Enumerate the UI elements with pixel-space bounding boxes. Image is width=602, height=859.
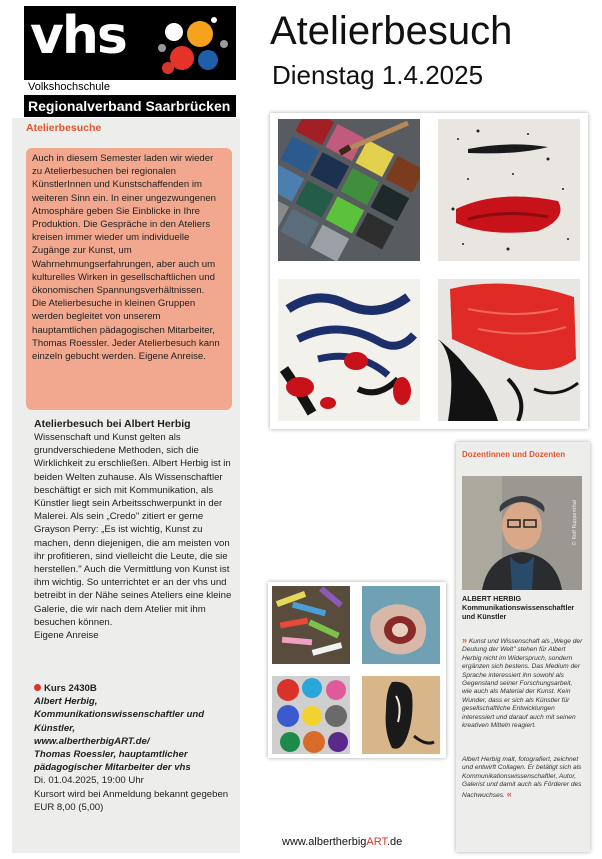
artwork-grid [270, 113, 588, 429]
visit-end: Eigene Anreise [34, 630, 99, 642]
article-column [12, 118, 240, 853]
quote-open-icon: » [462, 635, 468, 645]
vhs-wordmark: vhs [30, 6, 126, 66]
vhs-logo [24, 6, 236, 116]
course-code: Kurs 2430B [34, 682, 246, 695]
intro-box [26, 148, 232, 410]
visit-text: Wissenschaft und Kunst gelten als grundverschiedene Methoden, sich die Wirklichkeit zu erschließen. Albert Herbig ist in beiden Welten zuhause. Als Wissenschaftler beschäftigt er sich mit Kommunikation, als Künstler liegt sein Arbeitsschwerpunkt in der Malerei. Als sein „Credo" zitiert er gerne Grayson Perry: „Es ist wichtig, Kunst zu machen, denn diejenigen, die am meisten von ihr profitieren, sind vielleicht die Leute, die sie herstellen." Auch die Vermittlung von Kunst ist ihm wichtig. So unterrichtet er an der vhs und betreibt in der Nähe seines Ateliers eine kleine Galerie, die wir nach dem Atelier mit ihm besuchen können. [34, 432, 232, 628]
photo-paint-pots [272, 676, 350, 754]
lecturer-role: Kommunikationswissenschaftler und Künstler [462, 603, 575, 621]
quote-close-icon: « [506, 788, 512, 799]
course-location: Kursort wird bei Anmeldung bekannt gegeben [34, 788, 229, 800]
card-label: Dozentinnen und Dozenten [462, 450, 566, 459]
artwork-watercolor-palette [278, 119, 420, 261]
visit-title: Atelierbesuch bei Albert Herbig [34, 418, 191, 430]
intro-text: Auch in diesem Semester laden wir wieder zu Atelierbesuchen bei regionalen KünstlerInnen und Kunstschaffenden im weiteren Sinn ein. In einer ungezwungenen Atmosphäre geben Sie Einblicke in Ihre Produktion. Die Gespräche in den Ateliers kreisen immer wieder um individuelle Zugänge zur Kunst, um Wahrnehmungserfahrungen, aber auch um kulturelles Wirken in gesellschaftlichen und ökonomischen Spannungsverhältnissen. [32, 153, 217, 297]
event-date: Dienstag 1.4.2025 [272, 60, 484, 90]
photo-collage [268, 582, 446, 758]
intro-text-2: Die Atelierbesuche in kleinen Gruppen werden begleitet von unserem hauptamtlichen pädagogischen Mitarbeiter, Thomas Roessler. Jeder Atelierbesuch kann einzeln gebucht werden. Eigene Anreise. [32, 298, 220, 363]
course-url[interactable]: www.albertherbigART.de/ [34, 735, 150, 747]
course-lecturer: Albert Herbig, Kommunikationswissenschaftler und Künstler, [34, 696, 205, 734]
vhs-dots-icon [152, 12, 232, 82]
artwork-blue-red-strokes [278, 279, 420, 421]
course-info [34, 682, 246, 814]
photo-painting-detail [362, 586, 440, 664]
lecturer-portrait [462, 476, 582, 590]
course-price: EUR 8,00 (5,00) [34, 801, 104, 813]
logo-region: Regionalverband Saarbrücken [24, 96, 236, 117]
logo-subtitle: Volkshochschule [24, 80, 236, 95]
course-datetime: Di. 01.04.2025, 19:00 Uhr [34, 775, 144, 787]
page-title: Atelierbesuch [270, 9, 513, 53]
section-label: Atelierbesuche [26, 122, 102, 134]
course-coordinator: Thomas Roessler, hauptamtlicher pädagogischer Mitarbeiter der vhs [34, 749, 191, 774]
website-link[interactable]: www.albertherbigART.de [282, 836, 403, 848]
lecturer-bio-2: Albert Herbig malt, fotografiert, zeichnet und entwirft Collagen. Er betätigt sich als Kommunikationswissenschaftler, Autor, Galerist und damit auch als Förderer des Nachwuchses. « [462, 756, 582, 799]
photo-black-figure [362, 676, 440, 754]
course-bullet-icon [34, 684, 41, 691]
visit-body [34, 431, 240, 642]
photo-credit: © Rolf Ruppenthal [572, 499, 578, 546]
artwork-red-black-texture [438, 279, 580, 421]
lecturer-name: ALBERT HERBIG Kommunikationswissenschaftler und Künstler [462, 594, 586, 621]
lecturer-bio: » Kunst und Wissenschaft als „Wege der Deutung der Welt" stehen für Albert Herbig nicht im Widerspruch, sondern ergänzen sich bestens. Das Medium der Sprache interessiert ihn sowohl als Gegenstand seiner Forschungsarbeit, wie auch als Material der Kunst. Kein Wunder, dass er sich als Künstler für gesellschaftliche Entwicklungen interessiert und darauf auch mit seinen kreativen Mitteln reagiert. [462, 635, 583, 730]
artwork-abstract-red-stripe [438, 119, 580, 261]
photo-pastel-chalks [272, 586, 350, 664]
lecturer-card [456, 442, 590, 852]
